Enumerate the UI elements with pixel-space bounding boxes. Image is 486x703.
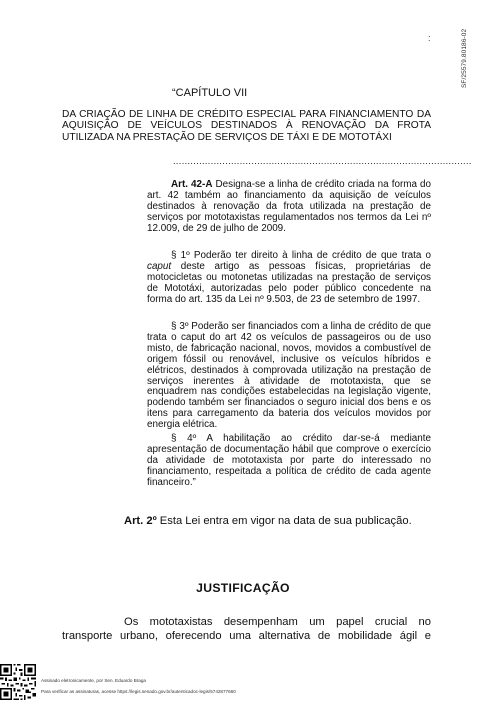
verification-note: Para verificar as assinaturas, acesse https://legis.senado.gov.br/autenticadoc-legis/5742877660 <box>41 689 236 694</box>
margin-mark: : <box>428 33 431 43</box>
paragraph-4 <box>147 434 431 489</box>
signature-note: Assinado eletronicamente, por Sen. Eduardo Braga <box>41 678 146 683</box>
document-id-code: SF/25579.80186-02 <box>461 28 468 88</box>
article-42a <box>147 180 431 235</box>
chapter-heading: “CAPÍTULO VII <box>172 87 248 99</box>
paragraph-1 <box>147 251 431 306</box>
chapter-title: DA CRIAÇÃO DE LINHA DE CRÉDITO ESPECIAL PARA FINANCIAMENTO DA AQUISIÇÃO DE VEÍCULOS DESTINADOS À RENOVAÇÃO DA FROTA UTILIZADA NA PRESTAÇÃO DE SERVIÇOS DE TÁXI E DE MOTOTÁXI <box>62 109 431 143</box>
article-42a-text: Designa-se a linha de crédito criada na forma do art. 42 também ao financiamento da aquisição de veículos destinados à renovação da frota utilizada na prestação de serviços por mototaxistas regulamentados nos termos da Lei nº 12.009, de 29 de julho de 2009. <box>147 179 431 234</box>
paragraph-3 <box>147 322 431 431</box>
qr-code-icon[interactable] <box>0 664 36 700</box>
justification-heading: JUSTIFICAÇÃO <box>196 581 290 595</box>
paragraph-4-text: § 4º A habilitação ao crédito dar-se-á mediante apresentação de documentação hábil que comprove o exercício da atividade de mototaxista por parte do interessado no financiamento, respeitada a política de crédito de cada agente financeiro.” <box>147 433 431 488</box>
paragraph-1-text-a: § 1º Poderão ter direito à linha de crédito de que trata o <box>171 250 431 261</box>
justification-paragraph <box>62 615 431 643</box>
paragraph-3-text: § 3º Poderão ser financiados com a linha de crédito de que trata o caput do art 42 os veículos de passageiros ou de uso misto, de fabricação nacional, novos, movidos a combustível de origem fóssil ou renovável, inclusive os veículos híbridos e elétricos, destinados à comprovada utilização na prestação de serviços inerentes à atividade de mototaxista, que se enquadrem nas condições estabelecidas na legislação vigente, podendo também ser financiados o seguro inicial dos bens e os itens para carregamento da bateria dos veículos movidos por energia elétrica. <box>147 321 431 431</box>
paragraph-1-text-b: deste artigo as pessoas físicas, proprietárias de motocicletas ou motonetas utilizadas na prestação de serviços de Mototáxi, autorizadas pelo poder público concedente na forma do art. 135 da Lei nº 9.503, de 23 de setembro de 1997. <box>147 260 431 305</box>
article-42a-label: Art. 42-A <box>171 179 213 190</box>
article-2-text: Esta Lei entra em vigor na data de sua publicação. <box>156 515 412 527</box>
paragraph-1-caput: caput <box>147 260 172 272</box>
justification-text: Os mototaxistas desempenham um papel crucial no transporte urbano, oferecendo uma alternativa de mobilidade ágil e <box>62 616 431 642</box>
article-2 <box>124 515 412 527</box>
article-2-label: Art. 2º <box>124 515 157 527</box>
omission-dots: ....................................................................................................... <box>173 156 472 166</box>
